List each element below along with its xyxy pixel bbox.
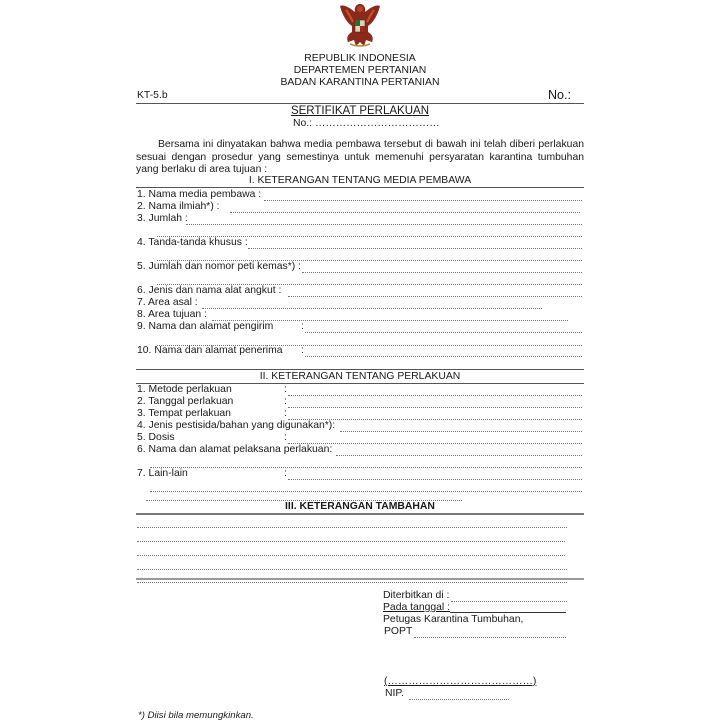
field-peti-kemas: 5. Jumlah dan nomor peti kemas*) : xyxy=(137,261,302,272)
section-2-heading: II. KETERANGAN TENTANG PERLAKUAN xyxy=(259,371,461,382)
field-metode-colon: : xyxy=(284,384,287,395)
input-tanda-khusus[interactable] xyxy=(248,238,582,249)
field-area-asal: 7. Area asal : xyxy=(137,297,198,308)
garuda-emblem-icon xyxy=(336,0,384,50)
form-code: KT-5.b xyxy=(137,90,168,101)
input-keterangan-line-4[interactable] xyxy=(137,559,567,570)
input-penerima[interactable] xyxy=(305,346,582,357)
field-lain-lain-colon: : xyxy=(284,468,287,479)
input-alat-angkut[interactable] xyxy=(288,286,582,297)
input-pengirim[interactable] xyxy=(305,322,582,333)
input-date[interactable] xyxy=(450,602,566,613)
field-jumlah: 3. Jumlah : xyxy=(137,213,188,224)
input-nama-media-pembawa[interactable] xyxy=(264,190,582,201)
field-dosis-colon: : xyxy=(284,432,287,443)
certificate-title-text: SERTIFIKAT PERLAKUAN xyxy=(290,105,430,117)
input-area-tujuan[interactable] xyxy=(212,310,568,321)
section-1-divider xyxy=(136,187,584,188)
field-tempat-perlakuan: 3. Tempat perlakuan xyxy=(137,408,231,419)
header-line-1: REPUBLIK INDONESIA xyxy=(304,53,416,64)
field-lain-lain: 7. Lain-lain xyxy=(137,468,188,479)
input-jumlah[interactable] xyxy=(186,214,582,225)
input-area-asal[interactable] xyxy=(202,298,542,309)
field-penerima: 10. Nama dan alamat penerima xyxy=(137,345,283,356)
input-nip[interactable] xyxy=(409,689,509,700)
field-dosis: 5. Dosis xyxy=(137,432,175,443)
field-nama-ilmiah: 2. Nama ilmiah*) : xyxy=(137,201,220,212)
field-tanggal-colon: : xyxy=(284,396,287,407)
nip-label: NIP. xyxy=(385,688,404,699)
header-number-label: No.: xyxy=(548,88,571,102)
intro-paragraph xyxy=(136,139,584,177)
header-line-3: BADAN KARANTINA PERTANIAN xyxy=(280,77,440,88)
field-jenis-pestisida: 4. Jenis pestisida/bahan yang digunakan*): xyxy=(137,420,336,431)
officer-title: Petugas Karantina Tumbuhan, xyxy=(383,614,524,625)
field-pengirim: 9. Nama dan alamat pengirim xyxy=(137,321,274,332)
section-1-heading: I. KETERANGAN TENTANG MEDIA PEMBAWA xyxy=(248,175,472,186)
input-keterangan-line-2[interactable] xyxy=(137,531,565,542)
issued-at-label: Diterbitkan di : xyxy=(383,590,450,601)
date-label: Pada tanggal : xyxy=(383,602,451,613)
field-tempat-colon: : xyxy=(284,408,287,419)
input-popt[interactable] xyxy=(414,627,566,638)
footnote: *) Diisi bila memungkinkan. xyxy=(138,710,254,721)
input-jumlah-line-2[interactable] xyxy=(157,226,582,237)
input-nama-ilmiah[interactable] xyxy=(230,202,580,213)
input-peti-kemas[interactable] xyxy=(302,262,582,273)
input-pelaksana[interactable] xyxy=(336,445,582,456)
input-dosis[interactable] xyxy=(288,433,582,444)
header-divider xyxy=(136,103,584,104)
input-tanggal-perlakuan[interactable] xyxy=(288,397,582,408)
input-keterangan-line-1[interactable] xyxy=(137,517,567,528)
input-tanda-khusus-line-2[interactable] xyxy=(157,250,582,261)
input-lain-lain-line-3[interactable] xyxy=(146,490,462,501)
section-1-bottom-divider xyxy=(136,369,584,370)
input-jenis-pestisida[interactable] xyxy=(340,421,582,432)
certificate-title xyxy=(136,105,584,117)
input-metode-perlakuan[interactable] xyxy=(288,385,582,396)
field-area-tujuan: 8. Area tujuan : xyxy=(137,309,207,320)
field-nama-media-pembawa: 1. Nama media pembawa : xyxy=(137,189,262,200)
field-metode-perlakuan: 1. Metode perlakuan xyxy=(137,384,232,395)
input-tempat-perlakuan[interactable] xyxy=(288,409,582,420)
input-peti-kemas-line-2[interactable] xyxy=(157,274,582,285)
input-issued-at[interactable] xyxy=(451,591,567,602)
section-3-bottom-divider xyxy=(136,578,584,580)
popt-label: POPT xyxy=(384,626,413,637)
field-penerima-colon: : xyxy=(301,345,304,356)
input-pelaksana-line-2[interactable] xyxy=(150,457,582,468)
input-lain-lain[interactable] xyxy=(288,469,582,480)
signature-name-placeholder[interactable]: (……………………………………) xyxy=(384,676,537,687)
header-line-2: DEPARTEMEN PERTANIAN xyxy=(293,65,427,76)
input-keterangan-line-3[interactable] xyxy=(137,545,565,556)
field-alat-angkut: 6. Jenis dan nama alat angkut : xyxy=(137,285,282,296)
field-pelaksana: 6. Nama dan alamat pelaksana perlakuan: xyxy=(137,444,333,455)
certificate-number: No.: ……………………………… xyxy=(293,118,440,129)
section-3-divider xyxy=(136,513,584,515)
field-tanda-khusus: 4. Tanda-tanda khusus : xyxy=(137,237,248,248)
field-tanggal-perlakuan: 2. Tanggal perlakuan xyxy=(137,396,234,407)
intro-text: Bersama ini dinyatakan bahwa media pembawa tersebut di bawah ini telah diberi perlakuan sesuai dengan prosedur yang semestinya untuk memenuhi persyaratan karantina tumbuhan yang berlaku di area tujuan : xyxy=(136,139,584,175)
field-pengirim-colon: : xyxy=(301,321,304,332)
section-3-heading: III. KETERANGAN TAMBAHAN xyxy=(285,501,435,512)
